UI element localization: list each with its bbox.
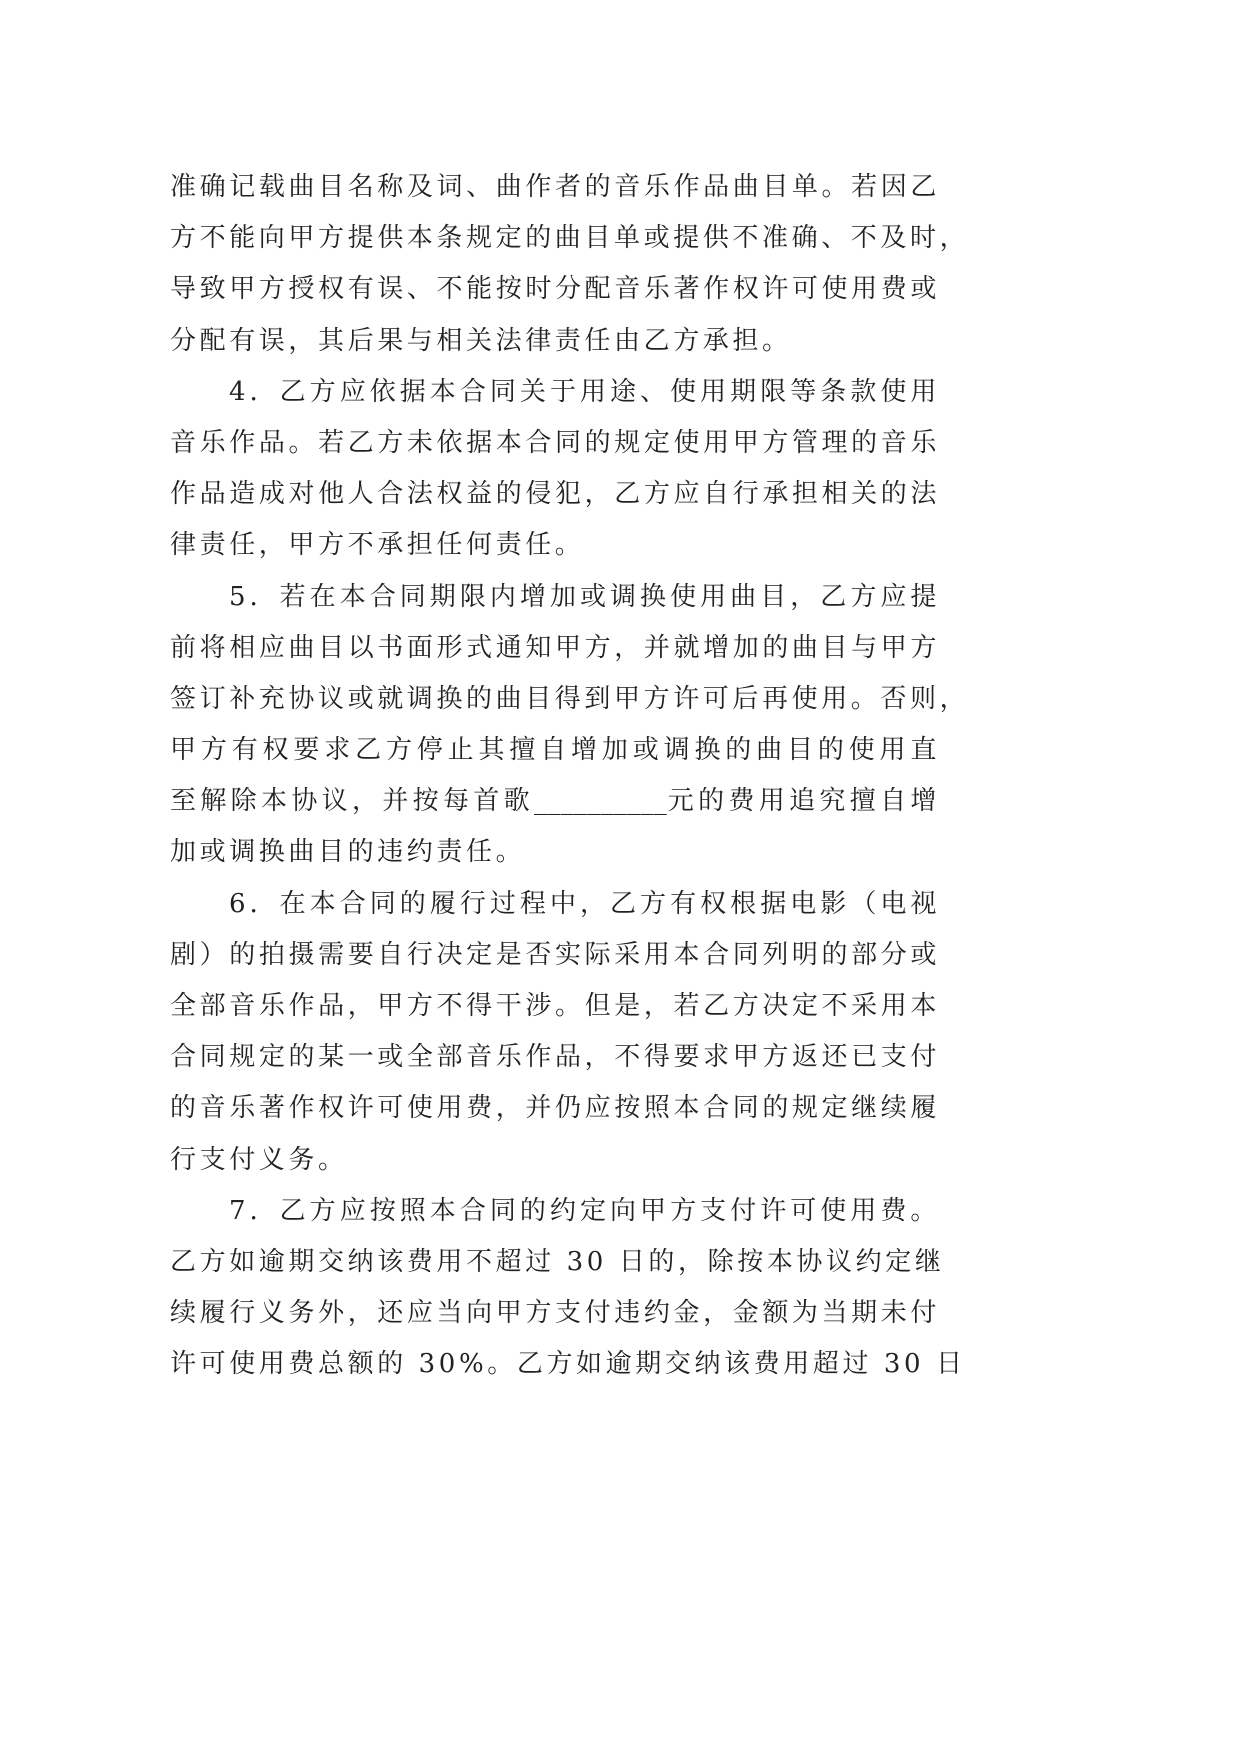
text-line: 续履行义务外，还应当向甲方支付违约金，金额为当期未付	[170, 1298, 940, 1329]
text-line: 甲方有权要求乙方停止其擅自增加或调换的曲目的使用直	[170, 735, 940, 766]
text-line-with-blank	[170, 776, 940, 827]
text-line: 行支付义务。	[170, 1144, 348, 1175]
text-line: 全部音乐作品，甲方不得干涉。但是，若乙方决定不采用本	[170, 991, 940, 1021]
text-line: 合同规定的某一或全部音乐作品，不得要求甲方返还已支付	[170, 1042, 940, 1073]
text-line: 乙方如逾期交纳该费用不超过 30 日的，除按本协议约定继	[170, 1246, 945, 1277]
clause-5-first-line: 5．若在本合同期限内增加或调换使用曲目，乙方应提	[229, 581, 940, 612]
text-line: 方不能向甲方提供本条规定的曲目单或提供不准确、不及时，	[170, 223, 970, 254]
text-line: 的音乐著作权许可使用费，并仍应按照本合同的规定继续履	[170, 1093, 940, 1124]
clause-5	[170, 572, 970, 879]
text-line: 分配有误，其后果与相关法律责任由乙方承担。	[170, 325, 792, 356]
contract-body	[170, 162, 970, 1391]
text-line: 准确记载曲目名称及词、曲作者的音乐作品曲目单。若因乙	[170, 172, 940, 202]
text-line: 签订补充协议或就调换的曲目得到甲方许可后再使用。否则，	[170, 683, 970, 714]
text-line: 作品造成对他人合法权益的侵犯，乙方应自行承担相关的法	[170, 479, 940, 510]
clause-3-continuation	[170, 162, 970, 367]
text-line: 加或调换曲目的违约责任。	[170, 837, 526, 868]
text-line: 律责任，甲方不承担任何责任。	[170, 530, 585, 561]
clause-6-first-line: 6．在本合同的履行过程中，乙方有权根据电影（电视	[229, 888, 940, 919]
clause-4	[170, 367, 940, 572]
clause-4-first-line: 4．乙方应依据本合同关于用途、使用期限等条款使用	[229, 376, 940, 407]
clause-7-first-line: 7．乙方应按照本合同的约定向甲方支付许可使用费。	[229, 1195, 940, 1226]
text-line: 许可使用费总额的 30%。乙方如逾期交纳该费用超过 30 日	[170, 1349, 966, 1380]
text-line: 剧）的拍摄需要自行决定是否实际采用本合同列明的部分或	[170, 939, 940, 970]
fee-blank-field: __________	[534, 786, 667, 817]
text-segment: 元的费用追究擅自增	[667, 786, 940, 817]
text-line: 前将相应曲目以书面形式通知甲方，并就增加的曲目与甲方	[170, 632, 940, 663]
text-line: 音乐作品。若乙方未依据本合同的规定使用甲方管理的音乐	[170, 427, 940, 458]
text-line: 导致甲方授权有误、不能按时分配音乐著作权许可使用费或	[170, 274, 940, 305]
clause-7	[170, 1186, 966, 1391]
clause-6	[170, 879, 940, 1186]
text-segment: 至解除本协议，并按每首歌	[170, 786, 534, 817]
